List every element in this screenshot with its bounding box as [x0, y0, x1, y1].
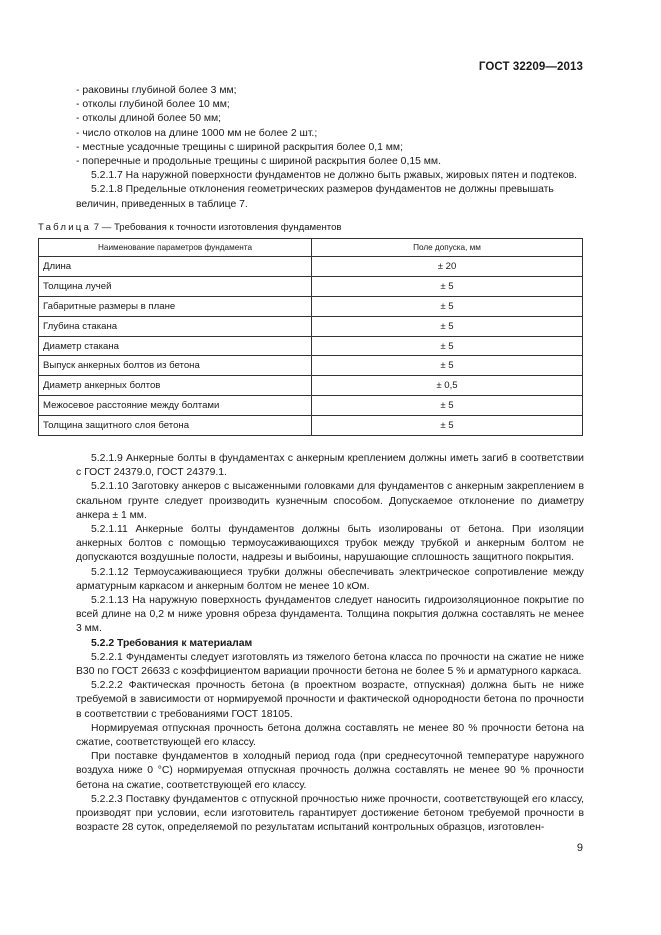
tolerance-value: ± 5 — [312, 396, 583, 416]
paragraph-cold-period: При поставке фундаментов в холодный период года (при среднесуточной температуре наружного воздуха ниже 0 °С) нормируемая отпускная прочность должна составлять не менее 90 % прочности бетона на сжатие, соответствующей его классу. — [76, 751, 584, 791]
table-caption-title: 7 — Требования к точности изготовления фундаментов — [93, 222, 342, 233]
paragraph-5217: 5.2.1.7 На наружной поверхности фундаментов не должно быть ржавых, жировых пятен и подтеков. — [91, 170, 578, 182]
table-row — [39, 296, 583, 316]
list-item: - местные усадочные трещины с шириной раскрытия более 0,1 мм; — [76, 141, 403, 153]
table-header-row — [39, 239, 583, 257]
table-row — [39, 336, 583, 356]
tolerance-value: ± 5 — [312, 316, 583, 336]
column-header-parameter: Наименование параметров фундамента — [39, 239, 312, 257]
list-item: - раковины глубиной более 3 мм; — [76, 85, 237, 96]
table-caption — [38, 222, 342, 233]
paragraph-5222: 5.2.2.2 Фактическая прочность бетона (в проектном возрасте, отпускная) должна быть не ниже требуемой в зависимости от нормируемой прочности и фактической однородности бетона по прочности в соответствии с требованиями ГОСТ 18105. — [76, 680, 584, 720]
table-row — [39, 376, 583, 396]
parameter-name: Толщина лучей — [39, 276, 312, 296]
parameter-name: Диаметр анкерных болтов — [39, 376, 312, 396]
page-number: 9 — [576, 842, 583, 854]
parameter-name: Выпуск анкерных болтов из бетона — [39, 356, 312, 376]
table-row — [39, 276, 583, 296]
tolerance-value: ± 5 — [312, 296, 583, 316]
paragraph-5223: 5.2.2.3 Поставку фундаментов с отпускной прочностью ниже прочности, соответствующей его классу, производят при условии, если изготовитель гарантирует достижение бетоном требуемой прочности в возрасте 28 суток, определяемой по результатам испытаний контрольных образцов, изготовлен- — [76, 793, 584, 834]
column-header-tolerance: Поле допуска, мм — [312, 239, 583, 257]
list-item: - отколы длиной более 50 мм; — [76, 113, 222, 125]
paragraph-5218: 5.2.1.8 Предельные отклонения геометрических размеров фундаментов не должны превышать величин, приведенных в таблице 7. — [76, 184, 554, 210]
tolerance-value: ± 5 — [312, 276, 583, 296]
paragraph-5221: 5.2.2.1 Фундаменты следует изготовлять из тяжелого бетона класса по прочности на сжатие не ниже В30 по ГОСТ 26633 с коэффициентом вариации прочности бетона не более 5 % и арматурного каркаса. — [76, 651, 584, 678]
paragraph-52110: 5.2.1.10 Заготовку анкеров с высаженными головками для фундаментов с анкерным закреплением в скальном грунте следует производить кузнечным способом. Допускаемое отклонение по диаметру анкера ± 1 мм. — [76, 481, 584, 521]
tolerance-value: ± 5 — [312, 416, 583, 436]
table-row — [39, 316, 583, 336]
list-item: - поперечные и продольные трещины с шириной раскрытия более 0,15 мм. — [76, 156, 441, 168]
table-row — [39, 416, 583, 436]
tolerance-value: ± 5 — [312, 336, 583, 356]
parameter-name: Межосевое расстояние между болтами — [39, 396, 312, 416]
tolerance-value: ± 0,5 — [312, 376, 583, 396]
parameter-name: Диаметр стакана — [39, 336, 312, 356]
list-item: - число отколов на длине 1000 мм не более 2 шт.; — [76, 127, 318, 139]
body-text — [76, 452, 584, 835]
defect-list — [76, 84, 584, 212]
paragraph-52112: 5.2.1.12 Термоусаживающиеся трубки должны обеспечивать электрическое сопротивление между арматурным каркасом и анкерным болтом не менее 10 кОм. — [76, 566, 584, 592]
paragraph-5219: 5.2.1.9 Анкерные болты в фундаментах с анкерным креплением должны иметь загиб в соответствии с ГОСТ 24379.0, ГОСТ 24379.1. — [76, 453, 584, 479]
table-row — [39, 356, 583, 376]
parameter-name: Глубина стакана — [39, 316, 312, 336]
tolerance-table — [38, 238, 583, 436]
parameter-name: Габаритные размеры в плане — [39, 296, 312, 316]
parameter-name: Длина — [39, 257, 312, 277]
paragraph-52113: 5.2.1.13 На наружную поверхность фундаментов следует наносить гидроизоляционное покрытие по всей длине на 0,2 м ниже уровня обреза фундамента. Толщина покрытия должна составлять не менее 3 мм. — [76, 595, 584, 635]
section-heading-522: 5.2.2 Требования к материалам — [91, 637, 253, 649]
paragraph-52111: 5.2.1.11 Анкерные болты фундаментов должны быть изолированы от бетона. При изоляции анкерных болтов с помощью термоусаживающихся трубок между трубкой и анкерным болтом не допускаются воздушные полости, надрезы и выбоины, нарушающие сплошность защитного покрытия. — [76, 524, 584, 564]
standard-number: ГОСТ 32209—2013 — [478, 61, 583, 73]
table-row — [39, 396, 583, 416]
table-caption-label: Таблица — [38, 222, 92, 233]
list-item: - отколы глубиной более 10 мм; — [76, 99, 230, 111]
tolerance-value: ± 5 — [312, 356, 583, 376]
table-row — [39, 257, 583, 277]
tolerance-value: ± 20 — [312, 257, 583, 277]
paragraph-normative-strength: Нормируемая отпускная прочность бетона должна составлять не менее 80 % прочности бетона на сжатие, соответствующей его классу. — [76, 722, 584, 749]
parameter-name: Толщина защитного слоя бетона — [39, 416, 312, 436]
